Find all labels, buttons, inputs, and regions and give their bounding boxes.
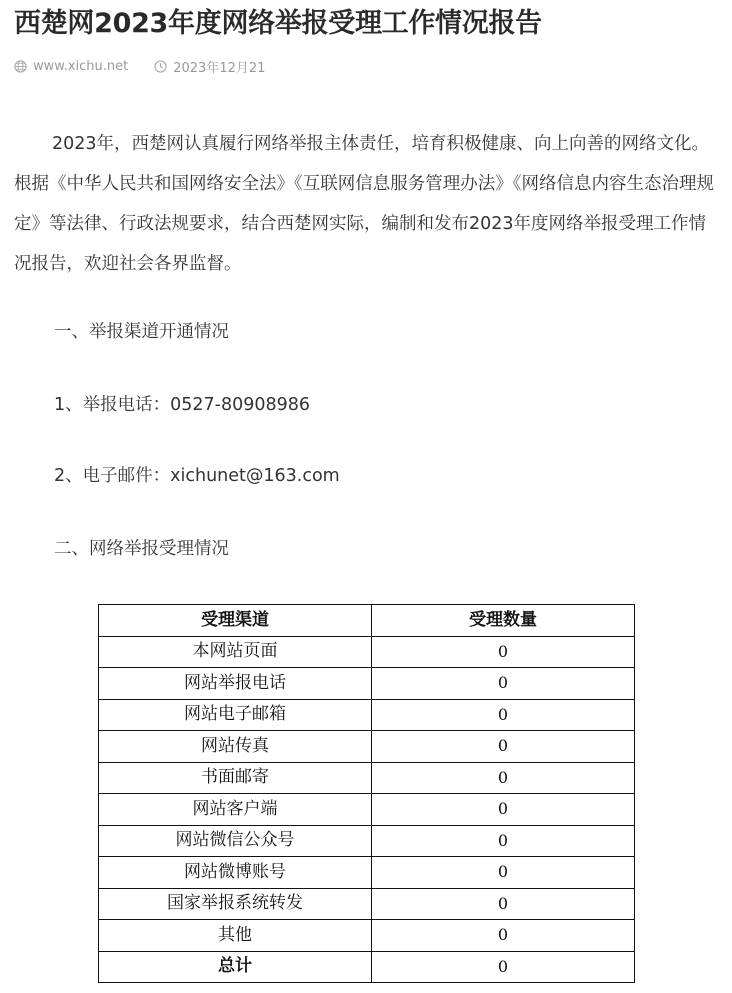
row-channel: 网站微信公众号 <box>99 825 372 857</box>
table-header-row <box>99 605 635 637</box>
globe-icon <box>14 60 27 73</box>
row-channel: 网站电子邮箱 <box>99 699 372 731</box>
row-channel: 国家举报系统转发 <box>99 888 372 920</box>
header-channel: 受理渠道 <box>99 605 372 637</box>
table-row <box>99 731 635 763</box>
source-site-text: www.xichu.net <box>33 58 129 74</box>
table-total-row <box>99 951 635 983</box>
row-count: 0 <box>372 636 635 668</box>
row-channel: 网站举报电话 <box>99 668 372 700</box>
table-row <box>99 636 635 668</box>
publish-date <box>154 57 265 76</box>
publish-date-text: 2023年12月21 <box>173 60 266 76</box>
total-count: 0 <box>372 951 635 983</box>
table-row <box>99 762 635 794</box>
intro-paragraph: 2023年，西楚网认真履行网络举报主体责任，培育积极健康、向上向善的网络文化。根据《中华人民共和国网络安全法》《互联网信息服务管理办法》《网络信息内容生态治理规定》等法律、行政法规要求，结合西楚网实际，编制和发布2023年度网络举报受理工作情况报告，欢迎社会各界监督。 <box>14 134 714 274</box>
report-phone: 1、举报电话：0527-80908986 <box>54 395 311 415</box>
row-count: 0 <box>372 762 635 794</box>
article-title: 西楚网2023年度网络举报受理工作情况报告 <box>14 8 542 39</box>
row-channel: 其他 <box>99 920 372 952</box>
row-count: 0 <box>372 668 635 700</box>
section-heading-channels: 一、举报渠道开通情况 <box>54 322 229 342</box>
report-email: 2、电子邮件：xichunet@163.com <box>54 466 340 486</box>
table-row <box>99 668 635 700</box>
article-meta <box>14 56 291 76</box>
row-count: 0 <box>372 699 635 731</box>
table-row <box>99 888 635 920</box>
row-count: 0 <box>372 825 635 857</box>
row-count: 0 <box>372 888 635 920</box>
table-row <box>99 857 635 889</box>
row-count: 0 <box>372 857 635 889</box>
row-channel: 网站微博账号 <box>99 857 372 889</box>
report-table <box>98 604 635 983</box>
total-label: 总计 <box>99 951 372 983</box>
header-count: 受理数量 <box>372 605 635 637</box>
row-channel: 书面邮寄 <box>99 762 372 794</box>
row-count: 0 <box>372 920 635 952</box>
section-heading-reports: 二、网络举报受理情况 <box>54 539 229 559</box>
source-site <box>14 59 128 74</box>
row-count: 0 <box>372 731 635 763</box>
row-channel: 网站传真 <box>99 731 372 763</box>
table-row <box>99 794 635 826</box>
row-channel: 本网站页面 <box>99 636 372 668</box>
table-row <box>99 699 635 731</box>
row-count: 0 <box>372 794 635 826</box>
table-row <box>99 825 635 857</box>
intro-paragraph-block <box>14 124 720 284</box>
row-channel: 网站客户端 <box>99 794 372 826</box>
table-row <box>99 920 635 952</box>
clock-icon <box>154 60 167 73</box>
